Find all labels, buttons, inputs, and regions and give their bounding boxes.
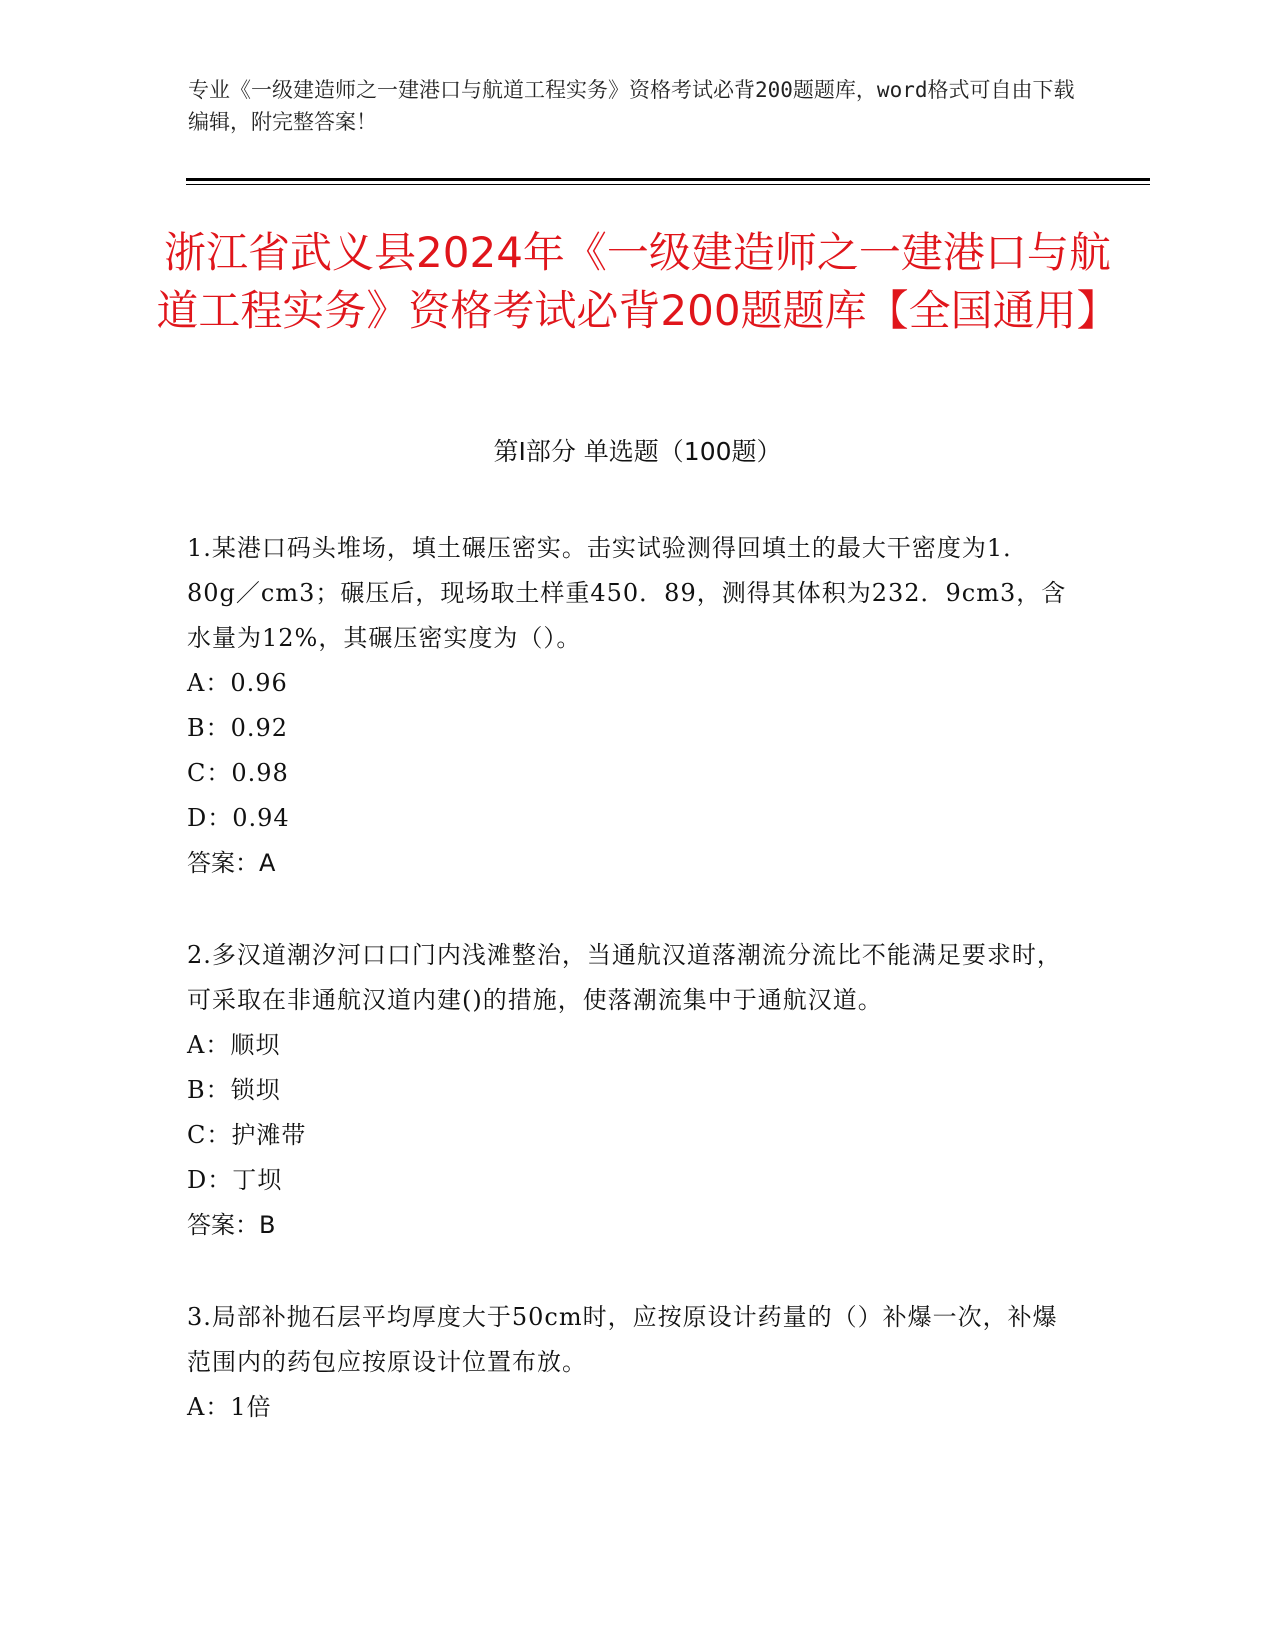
header-note: 专业《一级建造师之一建港口与航道工程实务》资格考试必背200题题库，word格式可自由下载编辑，附完整答案！ — [188, 78, 1075, 134]
header-rule-thin — [186, 184, 1150, 185]
answer-line: 答案：A — [187, 849, 276, 877]
question-3 — [187, 1295, 1067, 1430]
option-c: C：0.98 — [187, 759, 289, 787]
question-stem: 1.某港口码头堆场，填土碾压密实。击实试验测得回填土的最大干密度为1．80g／cm3；碾压后，现场取土样重450．89，测得其体积为232．9cm3，含水量为12%，其碾压密实度为（）。 — [187, 534, 1067, 652]
header-rule-thick — [186, 178, 1150, 181]
option-d: D：0.94 — [187, 804, 290, 832]
question-stem: 3.局部补抛石层平均厚度大于50cm时，应按原设计药量的（）补爆一次，补爆范围内的药包应按原设计位置布放。 — [187, 1303, 1058, 1376]
document-title: 浙江省武义县2024年《一级建造师之一建港口与航道工程实务》资格考试必背200题题库【全国通用】 — [156, 228, 1119, 335]
option-a: A：1倍 — [187, 1393, 272, 1421]
option-a: A：顺坝 — [187, 1031, 281, 1059]
option-c: C：护滩带 — [187, 1121, 307, 1149]
option-a: A：0.96 — [187, 669, 288, 697]
option-b: B：0.92 — [187, 714, 289, 742]
section-heading: 第I部分 单选题（100题） — [493, 437, 782, 466]
question-stem: 2.多汉道潮汐河口口门内浅滩整治，当通航汉道落潮流分流比不能满足要求时，可采取在非通航汉道内建()的措施，使落潮流集中于通航汉道。 — [187, 941, 1062, 1014]
option-b: B：锁坝 — [187, 1076, 281, 1104]
question-1 — [187, 526, 1067, 886]
question-list — [187, 526, 1067, 1477]
question-2 — [187, 933, 1067, 1248]
option-d: D：丁坝 — [187, 1166, 283, 1194]
answer-line: 答案：B — [187, 1211, 276, 1239]
